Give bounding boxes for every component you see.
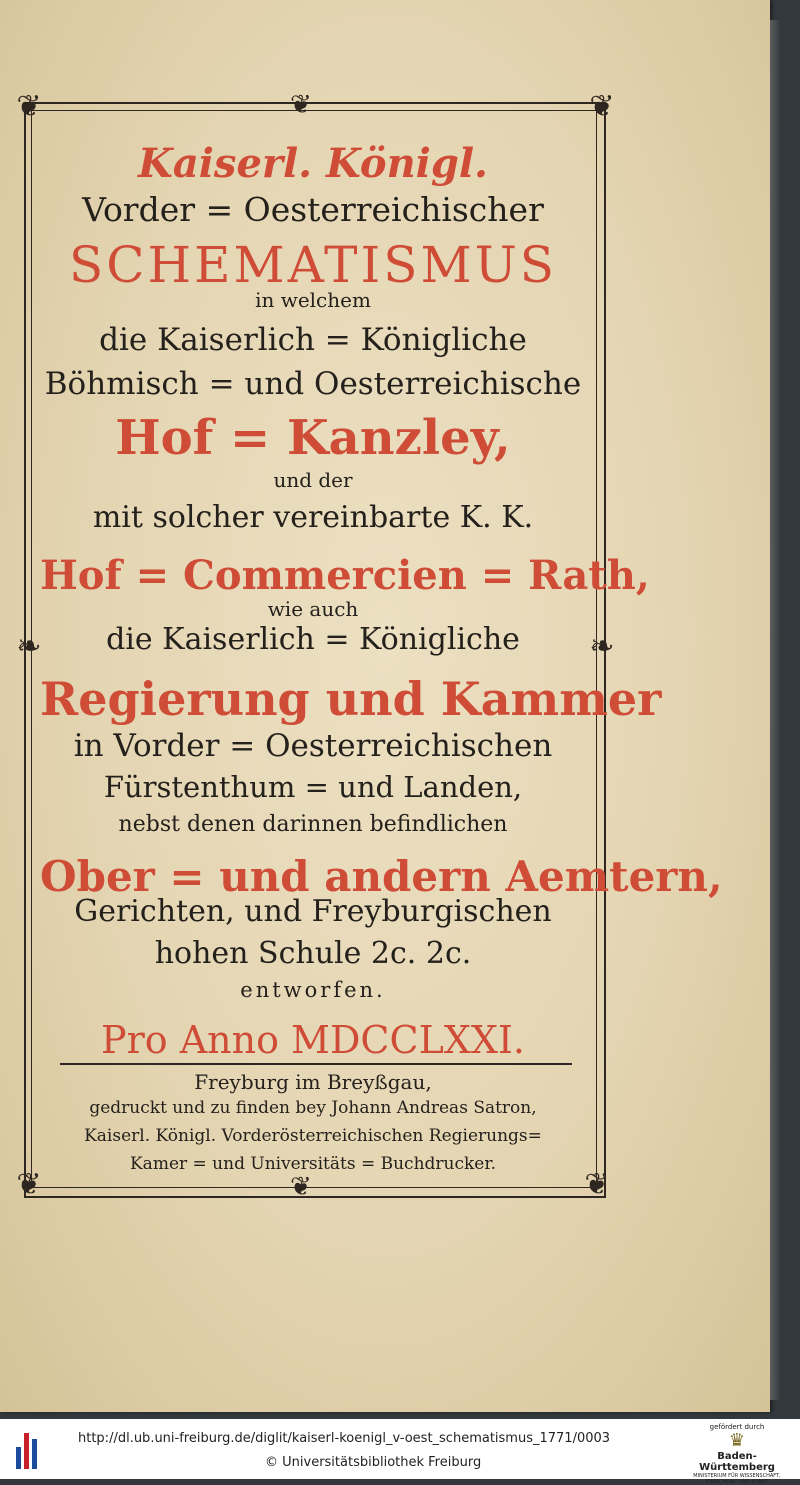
frame-ornament-icon: ❦ xyxy=(584,1167,610,1202)
title-line-14: in Vorder = Oesterreichischen xyxy=(73,728,553,764)
title-line-9: mit solcher vereinbarte K. K. xyxy=(92,500,534,535)
title-line-18: Gerichten, und Freyburgischen xyxy=(74,894,552,929)
viewer-footer xyxy=(0,1419,800,1485)
title-line-8: und der xyxy=(273,468,353,492)
title-line-15: Fürstenthum = und Landen, xyxy=(103,770,523,804)
frame-ornament-icon: ❦ xyxy=(290,90,314,120)
title-line-hofkanzley: Hof = Kanzley, xyxy=(115,410,511,466)
baden-wuerttemberg-crest-icon: ♛ xyxy=(728,1430,746,1451)
title-line-year: Pro Anno MDCCLXXI. xyxy=(101,1018,525,1062)
frame-ornament-icon: ❦ xyxy=(16,1167,42,1202)
title-line-regierung: Regierung und Kammer xyxy=(40,672,662,726)
frame-ornament-icon: ❧ xyxy=(589,629,615,664)
title-line-2: Vorder = Oesterreichischer xyxy=(82,190,544,229)
frame-ornament-icon: ❦ xyxy=(16,89,42,124)
ub-freiburg-logo-icon xyxy=(10,1429,44,1469)
permalink-url[interactable]: http://dl.ub.uni-freiburg.de/diglit/kaiserl-koenigl_v-oest_schematismus_1771/0003 xyxy=(78,1431,611,1446)
title-line-aemtern: Ober = und andern Aemtern, xyxy=(40,852,723,901)
title-line-4: in welchem xyxy=(255,288,371,312)
title-line-11: wie auch xyxy=(267,597,359,621)
frame-ornament-icon: ❦ xyxy=(589,89,615,124)
book-edge xyxy=(770,20,782,1400)
title-line-1: Kaiserl. Königl. xyxy=(138,140,488,187)
copyright-notice: © Universitätsbibliothek Freiburg xyxy=(265,1455,482,1470)
title-line-12: die Kaiserlich = Königliche xyxy=(106,622,520,657)
sponsor-logo xyxy=(682,1423,792,1485)
frame-ornament-icon: ❦ xyxy=(290,1172,314,1202)
title-line-16: nebst denen darinnen befindlichen xyxy=(118,812,508,837)
frame-ornament-icon: ❧ xyxy=(16,629,42,664)
imprint-line-2: gedruckt und zu finden bey Johann Andreas Satron, xyxy=(89,1098,537,1118)
sponsor-subline: MINISTERIUM FÜR WISSENSCHAFT, FORSCHUNG UND KUNST xyxy=(693,1473,781,1485)
title-line-commercien: Hof = Commercien = Rath, xyxy=(40,552,650,599)
title-line-20: entworfen. xyxy=(240,978,386,1002)
imprint-line-1: Freyburg im Breyßgau, xyxy=(194,1070,432,1094)
title-line-19: hohen Schule 2c. 2c. xyxy=(154,936,472,971)
sponsor-name: Baden-Württemberg xyxy=(699,1451,775,1473)
title-line-5: die Kaiserlich = Königliche xyxy=(99,322,527,358)
imprint-line-4: Kamer = und Universitäts = Buchdrucker. xyxy=(129,1154,497,1174)
imprint-divider xyxy=(60,1063,572,1065)
title-line-6: Böhmisch = und Oesterreichische xyxy=(44,366,582,402)
sponsor-pre-label: gefördert durch xyxy=(709,1423,765,1431)
title-line-schematismus: SCHEMATISMUS xyxy=(68,236,558,294)
imprint-line-3: Kaiserl. Königl. Vorderösterreichischen Regierungs= xyxy=(84,1126,542,1146)
